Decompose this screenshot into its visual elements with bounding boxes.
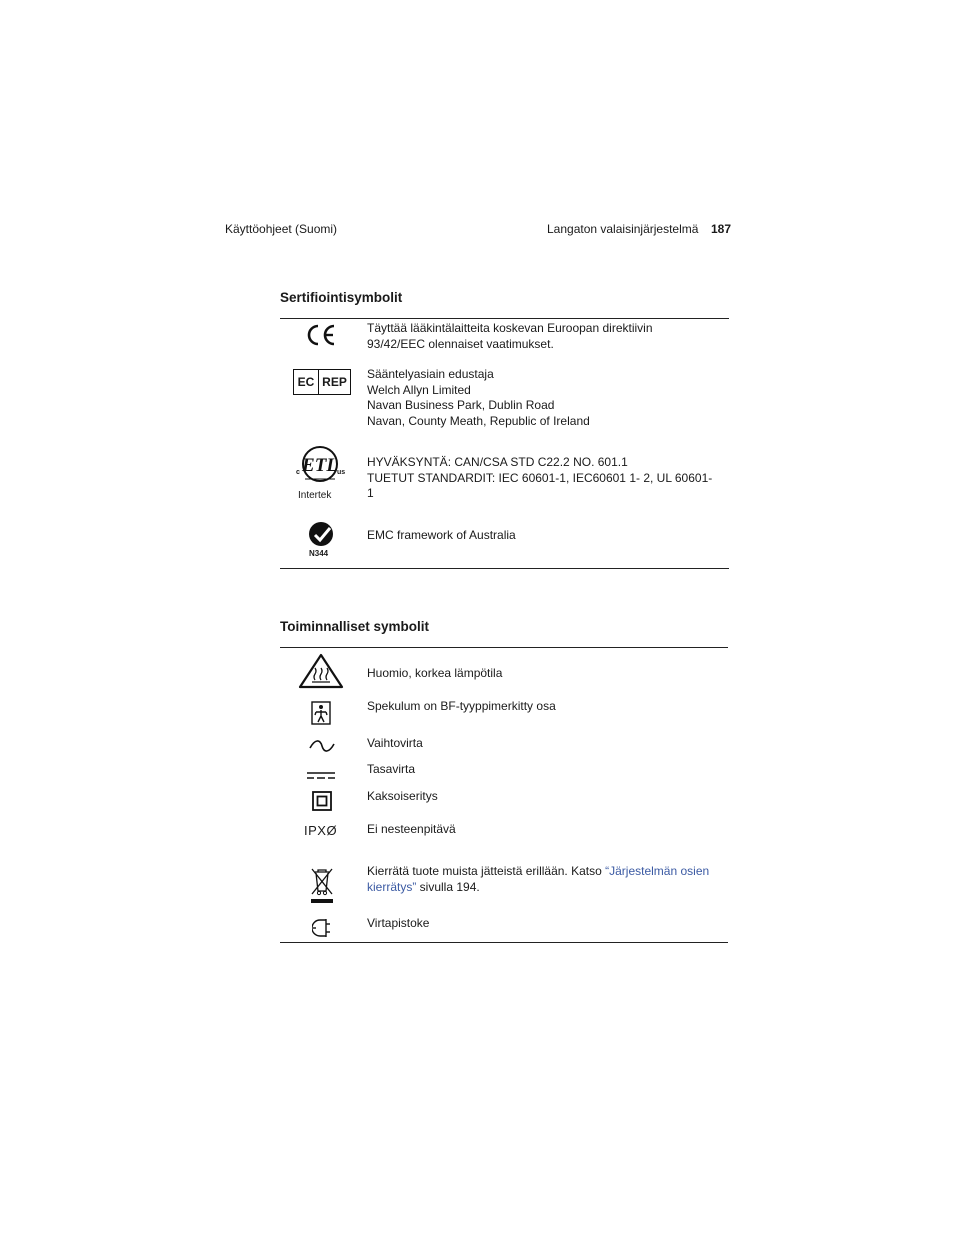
- text-line: Täyttää lääkintälaitteita koskevan Euroopan direktiivin: [367, 321, 653, 335]
- divider: [280, 647, 728, 648]
- divider: [280, 942, 728, 943]
- header-right: Langaton valaisinjärjestelmä: [547, 222, 699, 236]
- divider: [280, 568, 729, 569]
- hot-surface-text: Huomio, korkea lämpötila: [367, 666, 503, 680]
- c-tick-icon: [305, 521, 339, 561]
- text-line: EMC framework of Australia: [367, 528, 516, 542]
- ec-rep-icon: [293, 369, 351, 395]
- dc-text: Tasavirta: [367, 762, 416, 776]
- power-plug-icon: [312, 918, 332, 943]
- ec-rep-description: [367, 367, 717, 429]
- rep-label: REP: [322, 375, 347, 389]
- weee-recycle-icon: [309, 866, 335, 911]
- recycling-link[interactable]: “Järjestelmän osien kierrätys”: [367, 864, 710, 894]
- certification-title: Sertifiointisymbolit: [280, 290, 403, 305]
- ipx0-text: Ei nesteenpitävä: [367, 822, 456, 836]
- power-plug-text: Virtapistoke: [367, 916, 430, 930]
- bf-type-part-icon: [311, 701, 331, 730]
- ctick-description: [367, 528, 717, 544]
- ec-label: EC: [294, 370, 319, 394]
- text-line: 93/42/EEC olennaiset vaatimukset.: [367, 336, 554, 351]
- n344-label: N344: [309, 549, 329, 558]
- direct-current-icon: [306, 767, 336, 785]
- ipx0-icon: IPXØ: [304, 823, 338, 838]
- weee-text-after: sivulla 194.: [416, 879, 480, 894]
- bf-type-text: Spekulum on BF-tyyppimerkitty osa: [367, 699, 556, 713]
- text-line: TUETUT STANDARDIT: IEC 60601-1, IEC60601 1- 2, UL 60601-1: [367, 470, 713, 500]
- intertek-etl-icon: [295, 444, 345, 504]
- double-insulation-text: Kaksoiseritys: [367, 789, 438, 803]
- text-line: HYVÄKSYNTÄ: CAN/CSA STD C22.2 NO. 601.1: [367, 455, 628, 469]
- alternating-current-icon: [308, 739, 336, 758]
- text-line: Welch Allyn Limited: [367, 382, 471, 397]
- ce-mark-icon: [305, 323, 337, 352]
- divider: [280, 318, 729, 319]
- etl-description: [367, 455, 717, 502]
- intertek-label: Intertek: [298, 490, 332, 501]
- text-line: Navan, County Meath, Republic of Ireland: [367, 413, 590, 428]
- ce-description: [367, 321, 717, 352]
- text-line: Sääntelyasiain edustaja: [367, 367, 494, 381]
- functional-title: Toiminnalliset symbolit: [280, 619, 430, 634]
- double-insulation-icon: [312, 791, 332, 816]
- c-label: c: [296, 469, 300, 476]
- weee-text: [367, 864, 717, 895]
- header-left: Käyttöohjeet (Suomi): [225, 222, 338, 236]
- hot-surface-warning-icon: [298, 653, 344, 694]
- page-number: 187: [711, 222, 732, 236]
- text-line: Navan Business Park, Dublin Road: [367, 398, 555, 412]
- us-label: us: [337, 469, 346, 476]
- weee-text-before: Kierrätä tuote muista jätteistä erillään. Katso: [367, 864, 606, 878]
- ac-text: Vaihtovirta: [367, 736, 423, 750]
- svg-text:ETL: ETL: [302, 455, 338, 476]
